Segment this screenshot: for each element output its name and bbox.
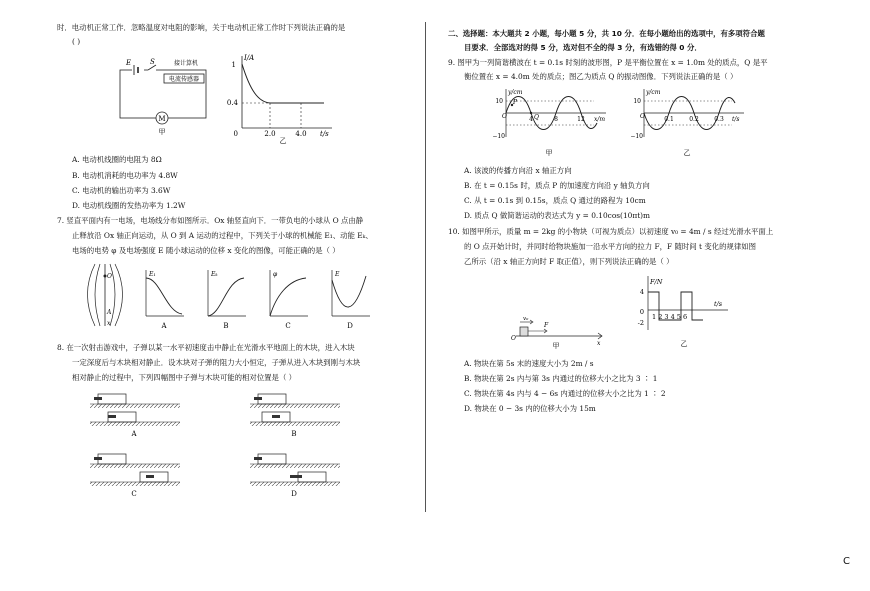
svg-text:0.3: 0.3: [714, 116, 724, 123]
q7-graph-a: [146, 270, 184, 330]
svg-text:乙: 乙: [683, 149, 691, 157]
svg-text:E₁: E₁: [149, 271, 156, 278]
q9-wave-graph: [494, 87, 614, 159]
q7-field-lines: [76, 262, 134, 330]
column-divider: [425, 22, 426, 512]
page-mark: C: [843, 556, 850, 567]
q8-diagram-a: [90, 394, 180, 438]
q10-force-graph: [628, 270, 732, 350]
svg-text:1 2 3 4 5 6: 1 2 3 4 5 6: [652, 313, 688, 321]
x-axis-label: t/s: [320, 130, 329, 138]
q6-circuit-caption: 甲: [158, 128, 166, 136]
q8-diagram-c: [90, 454, 180, 498]
q6-bracket: ( ): [72, 37, 81, 46]
q9-option-d: D. 质点 Q 做简谐运动的表达式为 y = 0.10cos(10πt)m: [464, 211, 651, 220]
svg-text:8: 8: [554, 116, 558, 123]
tick-4.0: 4.0: [295, 130, 307, 138]
switch-label: S: [150, 58, 155, 66]
svg-text:乙: 乙: [680, 340, 688, 348]
q10-option-d: D. 物块在 0 − 3s 内的位移大小为 15m: [464, 404, 596, 413]
q8-line2: 一定深度后与木块相对静止．设木块对子弹的阻力大小恒定，子弹从进入木块到刚与木块: [72, 358, 361, 367]
q10-block-diagram: [506, 312, 610, 350]
svg-text:D: D: [347, 322, 353, 330]
field-a-label: A: [107, 309, 112, 316]
battery-label: E: [126, 59, 132, 67]
tick-2.0: 2.0: [264, 130, 276, 138]
svg-text:10: 10: [633, 98, 641, 105]
q8-diagram-b: [250, 394, 340, 438]
svg-text:甲: 甲: [545, 149, 553, 157]
q6-option-d: D. 电动机线圈的发热功率为 1.2W: [72, 201, 186, 210]
q10-line2: 的 O 点开始计时，并同时给物块施加一沿水平方向的拉力 F，F 随时间 t 变化的规律如图: [464, 242, 757, 251]
q7-graph-c: [270, 270, 308, 330]
svg-text:P: P: [513, 99, 518, 106]
svg-text:y/cm: y/cm: [508, 89, 523, 96]
q8-line1: 8. 在一次射击游戏中，子弹以某一水平初速度击中静止在光滑水平地面上的木块，进入木块: [57, 343, 355, 352]
q10-option-a: A. 物块在第 5s 末的速度大小为 2m / s: [464, 359, 594, 368]
svg-text:Eₖ: Eₖ: [211, 271, 218, 278]
svg-text:Q: Q: [534, 114, 539, 121]
computer-label: 接计算机: [174, 60, 199, 67]
q6-option-a: A. 电动机线圈的电阻为 8Ω: [72, 155, 162, 164]
motor-label: M: [158, 115, 166, 123]
tick-1: 1: [231, 61, 236, 69]
q9-option-a: A. 该波的传播方向沿 x 轴正方向: [464, 166, 572, 175]
svg-text:-2: -2: [637, 319, 644, 327]
svg-text:10: 10: [495, 98, 503, 105]
q9-line2: 衡位置在 x = 4.0m 处的质点；图乙为质点 Q 的振动图像．下列说法正确的是（ ）: [464, 72, 738, 81]
svg-text:0.2: 0.2: [689, 116, 699, 123]
svg-text:x: x: [597, 340, 601, 347]
q8-line3: 相对静止的过程中，下列四幅图中子弹与木块可能的相对位置是（ ）: [72, 373, 297, 382]
q8-diagram-d: [250, 454, 340, 498]
svg-text:y/cm: y/cm: [646, 89, 661, 96]
q9-line1: 9. 图甲为一列简谐横波在 t = 0.1s 时刻的波形图，P 是平衡位置在 x = 1.0m 处的质点，Q 是平: [448, 58, 768, 67]
svg-text:C: C: [131, 490, 137, 498]
current-curve: [242, 64, 324, 103]
section2-line1: 二、选择题：本大题共 2 小题，每小题 5 分，共 10 分．在每小题给出的选项中，有多项符合题: [448, 29, 765, 38]
svg-text:A: A: [161, 322, 167, 330]
svg-text:−10: −10: [492, 133, 505, 140]
svg-text:12: 12: [577, 116, 585, 123]
svg-text:E: E: [335, 271, 340, 278]
q10-line3: 乙所示（沿 x 轴正方向时 F 取正值），则下列说法正确的是（ ）: [464, 257, 674, 266]
q7-graph-d: [332, 270, 370, 330]
q8-diagrams: [90, 392, 350, 510]
svg-text:B: B: [223, 322, 229, 330]
q10-option-b: B. 物块在第 2s 内与第 3s 内通过的位移大小之比为 3 ∶ 1: [464, 374, 658, 383]
q7-graphs: [140, 266, 370, 332]
q6-option-b: B. 电动机消耗的电功率为 4.8W: [72, 171, 178, 180]
q9-option-c: C. 从 t = 0.1s 到 0.15s，质点 Q 通过的路程为 10cm: [464, 196, 646, 205]
q10-option-c: C. 物块在第 4s 内与 4 − 6s 内通过的位移大小之比为 1 ∶ 2: [464, 389, 666, 398]
svg-text:B: B: [291, 430, 297, 438]
tick-0.4: 0.4: [226, 99, 238, 107]
svg-text:v₀: v₀: [523, 316, 529, 322]
svg-text:x/m: x/m: [594, 116, 606, 123]
q7-line3: 电场的电势 φ 及电场强度 E 随小球运动的位移 x 变化的图像，可能正确的是（ ）: [72, 246, 340, 255]
svg-text:4: 4: [529, 116, 533, 123]
svg-text:O: O: [640, 113, 645, 120]
svg-text:F/N: F/N: [650, 278, 663, 286]
svg-text:0: 0: [639, 308, 644, 316]
svg-text:F: F: [544, 322, 549, 329]
current-sensor-label: 电流传感器: [168, 76, 200, 83]
q7-line1: 7. 竖直平面内有一电场，电场线分布如图所示．Ox 轴竖直向下．一带负电的小球从 O 点由静: [57, 216, 364, 225]
svg-text:4: 4: [639, 288, 644, 296]
svg-text:O: O: [511, 335, 516, 342]
block: [520, 327, 528, 336]
q9-vibration-graph: [632, 87, 752, 159]
origin-label: 0: [233, 130, 238, 138]
svg-text:D: D: [291, 490, 297, 498]
q9-option-b: B. 在 t = 0.15s 时，质点 P 的加速度方向沿 y 轴负方向: [464, 181, 650, 190]
q6-line1: 时．电动机正常工作．忽略温度对电阻的影响，关于电动机正常工作时下列说法正确的是: [57, 23, 346, 32]
svg-text:t/s: t/s: [732, 116, 740, 123]
q6-graph-caption: 乙: [279, 137, 287, 145]
y-axis-label: I/A: [244, 54, 255, 62]
q10-line1: 10. 如图甲所示，质量 m = 2kg 的小物块（可视为质点）以初速度 v₀ = 4m / s 经过光滑水平面上: [448, 227, 774, 236]
svg-text:甲: 甲: [552, 342, 560, 350]
svg-text:A: A: [131, 430, 137, 438]
field-o-label: O: [107, 273, 112, 280]
section2-line2: 目要求．全部选对的得 5 分，选对但不全的得 3 分，有选错的得 0 分．: [464, 43, 702, 52]
q7-graph-b: [208, 270, 246, 330]
svg-text:φ: φ: [273, 271, 278, 278]
q6-option-c: C. 电动机的输出功率为 3.6W: [72, 186, 171, 195]
svg-text:0.1: 0.1: [664, 116, 674, 123]
svg-text:−10: −10: [630, 133, 643, 140]
field-x-label: x: [107, 320, 111, 327]
svg-text:O: O: [502, 113, 507, 120]
q6-circuit-diagram: [112, 58, 222, 136]
svg-text:C: C: [285, 322, 291, 330]
svg-text:t/s: t/s: [714, 300, 723, 308]
q7-line2: 止释放沿 Ox 轴正向运动，从 O 到 A 运动的过程中，下列关于小球的机械能 E₁、动能 Eₖ、: [72, 231, 373, 240]
q6-current-graph: [228, 50, 340, 144]
